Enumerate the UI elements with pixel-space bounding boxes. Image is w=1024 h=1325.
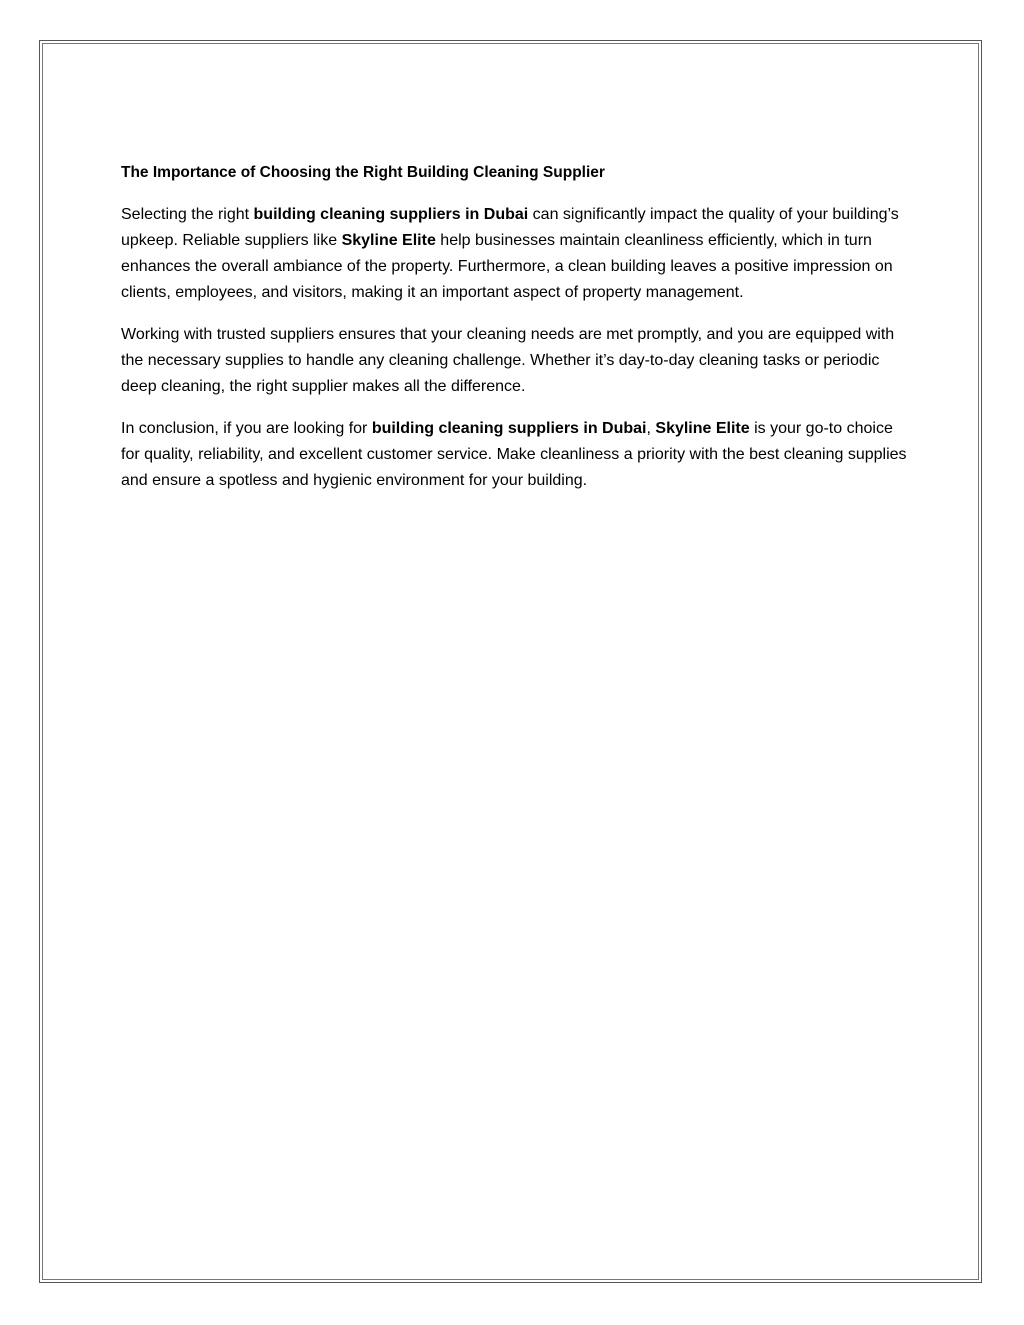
bold-keyword: building cleaning suppliers in Dubai: [253, 206, 529, 223]
bold-brand: Skyline Elite: [341, 232, 436, 249]
paragraph-text: ,: [646, 420, 656, 437]
paragraph-text: is your go-to choice for quality, reliability, and excellent customer service. Make cleanliness a priority with the best cleaning supplies and ensure a spotless and hygienic environment for your building.: [121, 420, 907, 489]
paragraph-text: Working with trusted suppliers ensures that your cleaning needs are met promptly, and you are equipped with the necessary supplies to handle any cleaning challenge. Whether it’s day-to-day cleaning tasks or periodic deep cleaning, the right supplier makes all the difference.: [121, 326, 895, 395]
bold-keyword: building cleaning suppliers in Dubai: [371, 420, 647, 437]
paragraph-text: Selecting the right: [121, 206, 254, 223]
paragraph-text: can significantly impact the quality of your building’s upkeep. Reliable suppliers like: [121, 206, 899, 249]
document-title: The Importance of Choosing the Right Building Cleaning Supplier: [121, 164, 605, 181]
bold-brand: Skyline Elite: [655, 420, 750, 437]
document-body: [121, 160, 911, 510]
paragraph-text: In conclusion, if you are looking for: [121, 420, 372, 437]
paragraph-working: [121, 322, 911, 400]
paragraph-text: help businesses maintain cleanliness efficiently, which in turn enhances the overall ambiance of the property. Furthermore, a clean building leaves a positive impression on clients, employees, and visitors, making it an important aspect of property management.: [121, 232, 893, 301]
paragraph-conclusion: [121, 416, 911, 494]
paragraph-selecting: [121, 202, 911, 306]
